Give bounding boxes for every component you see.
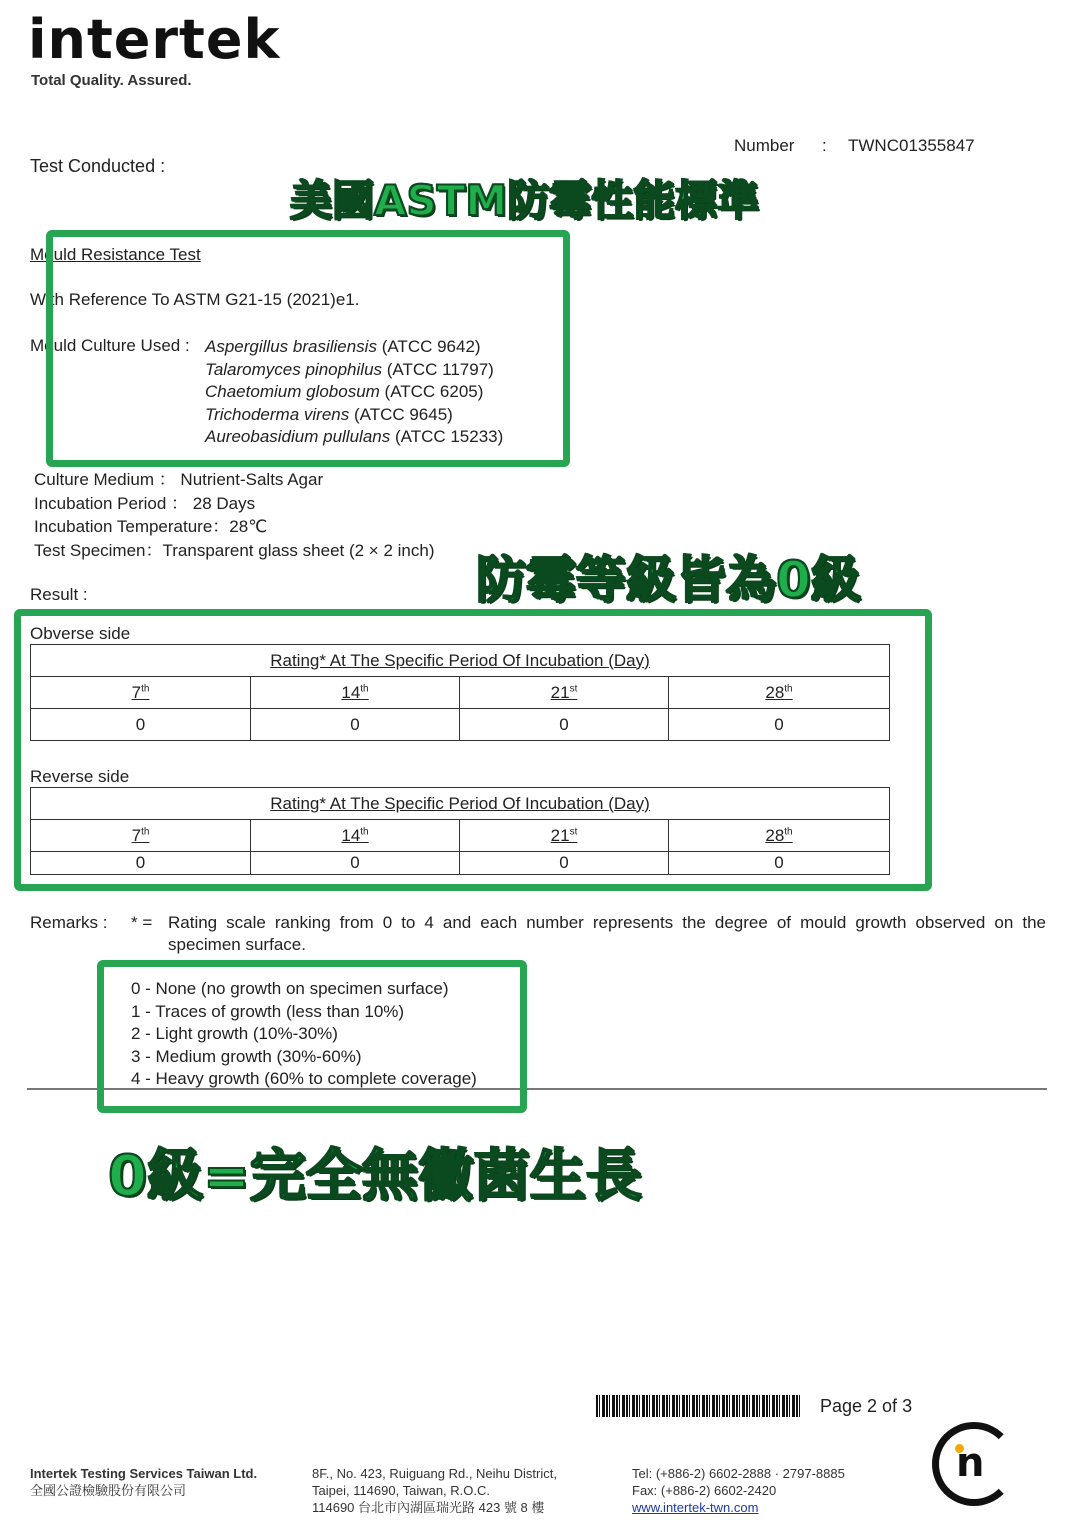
- reverse-side-label: Reverse side: [30, 767, 130, 786]
- overlay-zero-meaning: 0級=完全無黴菌生長: [108, 1144, 642, 1209]
- rating-cell: 0: [460, 709, 669, 741]
- incubation-temperature: Incubation Temperature：28℃: [34, 517, 268, 536]
- day-cell: 7th: [31, 820, 251, 852]
- address-line: 8F., No. 423, Ruiguang Rd., Neihu District,: [312, 1466, 557, 1481]
- culture-item: Chaetomium globosum (ATCC 6205): [205, 382, 484, 401]
- highlight-box-results: [14, 609, 932, 891]
- day-cell: 21st: [460, 820, 669, 852]
- rating-cell: 0: [669, 709, 890, 741]
- overlay-astm-title: 美國ASTM防霉性能標準: [290, 176, 760, 225]
- culture-item: Talaromyces pinophilus (ATCC 11797): [205, 359, 494, 379]
- test-title: Mould Resistance Test: [30, 245, 201, 264]
- incubation-period: Incubation Period ： 28 Days: [34, 493, 256, 513]
- address-line: 114690 台北市內湖區瑞光路 423 號 8 樓: [312, 1500, 545, 1515]
- intertek-logo: intertek: [28, 8, 281, 71]
- obverse-side-label: Obverse side: [30, 624, 131, 643]
- test-conducted-label: Test Conducted :: [30, 156, 166, 176]
- overlay-grade-all-zero: 防霉等級皆為0級: [476, 551, 861, 609]
- scale-item: 1 - Traces of growth (less than 10%): [131, 1001, 405, 1021]
- day-cell: 21st: [460, 677, 669, 709]
- culture-medium: Culture Medium ： Nutrient-Salts Agar: [34, 470, 324, 489]
- culture-item: Aspergillus brasiliensis (ATCC 9642): [205, 337, 481, 356]
- test-conditions: [34, 468, 434, 562]
- report-number: TWNC01355847: [848, 136, 975, 155]
- scale-item: 2 - Light growth (10%-30%): [131, 1024, 338, 1043]
- rating-cell: 0: [31, 852, 251, 875]
- highlight-box-test-info: [46, 230, 570, 467]
- barcode: [596, 1395, 802, 1417]
- day-cell: 14th: [251, 677, 460, 709]
- day-cell: 28th: [669, 820, 890, 852]
- day-cell: 28th: [669, 677, 890, 709]
- rating-cell: 0: [460, 852, 669, 875]
- scale-item: 4 - Heavy growth (60% to complete coverage): [131, 1069, 477, 1088]
- scale-item: 0 - None (no growth on specimen surface): [131, 979, 449, 998]
- company-name-en: Intertek Testing Services Taiwan Ltd.: [30, 1466, 258, 1481]
- table-header: Rating* At The Specific Period Of Incubation (Day): [31, 788, 890, 820]
- result-label: Result :: [30, 585, 88, 604]
- rating-cell: 0: [669, 852, 890, 875]
- day-cell: 7th: [31, 677, 251, 709]
- tel: Tel: (+886-2) 6602-2888 · 2797-8885: [632, 1466, 845, 1481]
- rating-cell: 0: [251, 709, 460, 741]
- rating-cell: 0: [31, 709, 251, 741]
- culture-item: Trichoderma virens (ATCC 9645): [205, 404, 453, 424]
- emblem-in-icon: n: [956, 1440, 985, 1486]
- fax: Fax: (+886-2) 6602-2420: [632, 1483, 777, 1498]
- day-cell: 14th: [251, 820, 460, 852]
- footer-contact: [632, 1465, 845, 1516]
- footer-address: [312, 1465, 557, 1516]
- footer-company: [30, 1465, 257, 1499]
- website-link[interactable]: www.intertek-twn.com: [632, 1500, 759, 1515]
- culture-label: Mould Culture Used :: [30, 336, 190, 355]
- remarks-line-2: specimen surface.: [168, 935, 306, 954]
- rating-cell: 0: [251, 852, 460, 875]
- culture-item: Aureobasidium pullulans (ATCC 15233): [205, 427, 504, 446]
- page-number: Page 2 of 3: [820, 1396, 913, 1416]
- scale-item: 3 - Medium growth (30%-60%): [131, 1046, 362, 1066]
- number-separator: :: [822, 136, 827, 155]
- test-reference: With Reference To ASTM G21-15 (2021)e1.: [30, 290, 360, 309]
- logo-tagline: Total Quality. Assured.: [31, 72, 192, 89]
- test-specimen: Test Specimen：Transparent glass sheet (2 × 2 inch): [34, 540, 435, 560]
- remarks-star: * =: [131, 913, 153, 932]
- address-line: Taipei, 114690, Taiwan, R.O.C.: [312, 1483, 491, 1498]
- number-label: Number: [734, 136, 795, 155]
- remarks-label: Remarks :: [30, 913, 108, 932]
- highlight-box-scale: [97, 960, 527, 1113]
- table-header: Rating* At The Specific Period Of Incubation (Day): [31, 645, 890, 677]
- remarks-line-1: Rating scale ranking from 0 to 4 and each number represents the degree of mould growth observed on the: [168, 913, 1046, 932]
- company-name-zh: 全國公證檢驗股份有限公司: [30, 1483, 187, 1498]
